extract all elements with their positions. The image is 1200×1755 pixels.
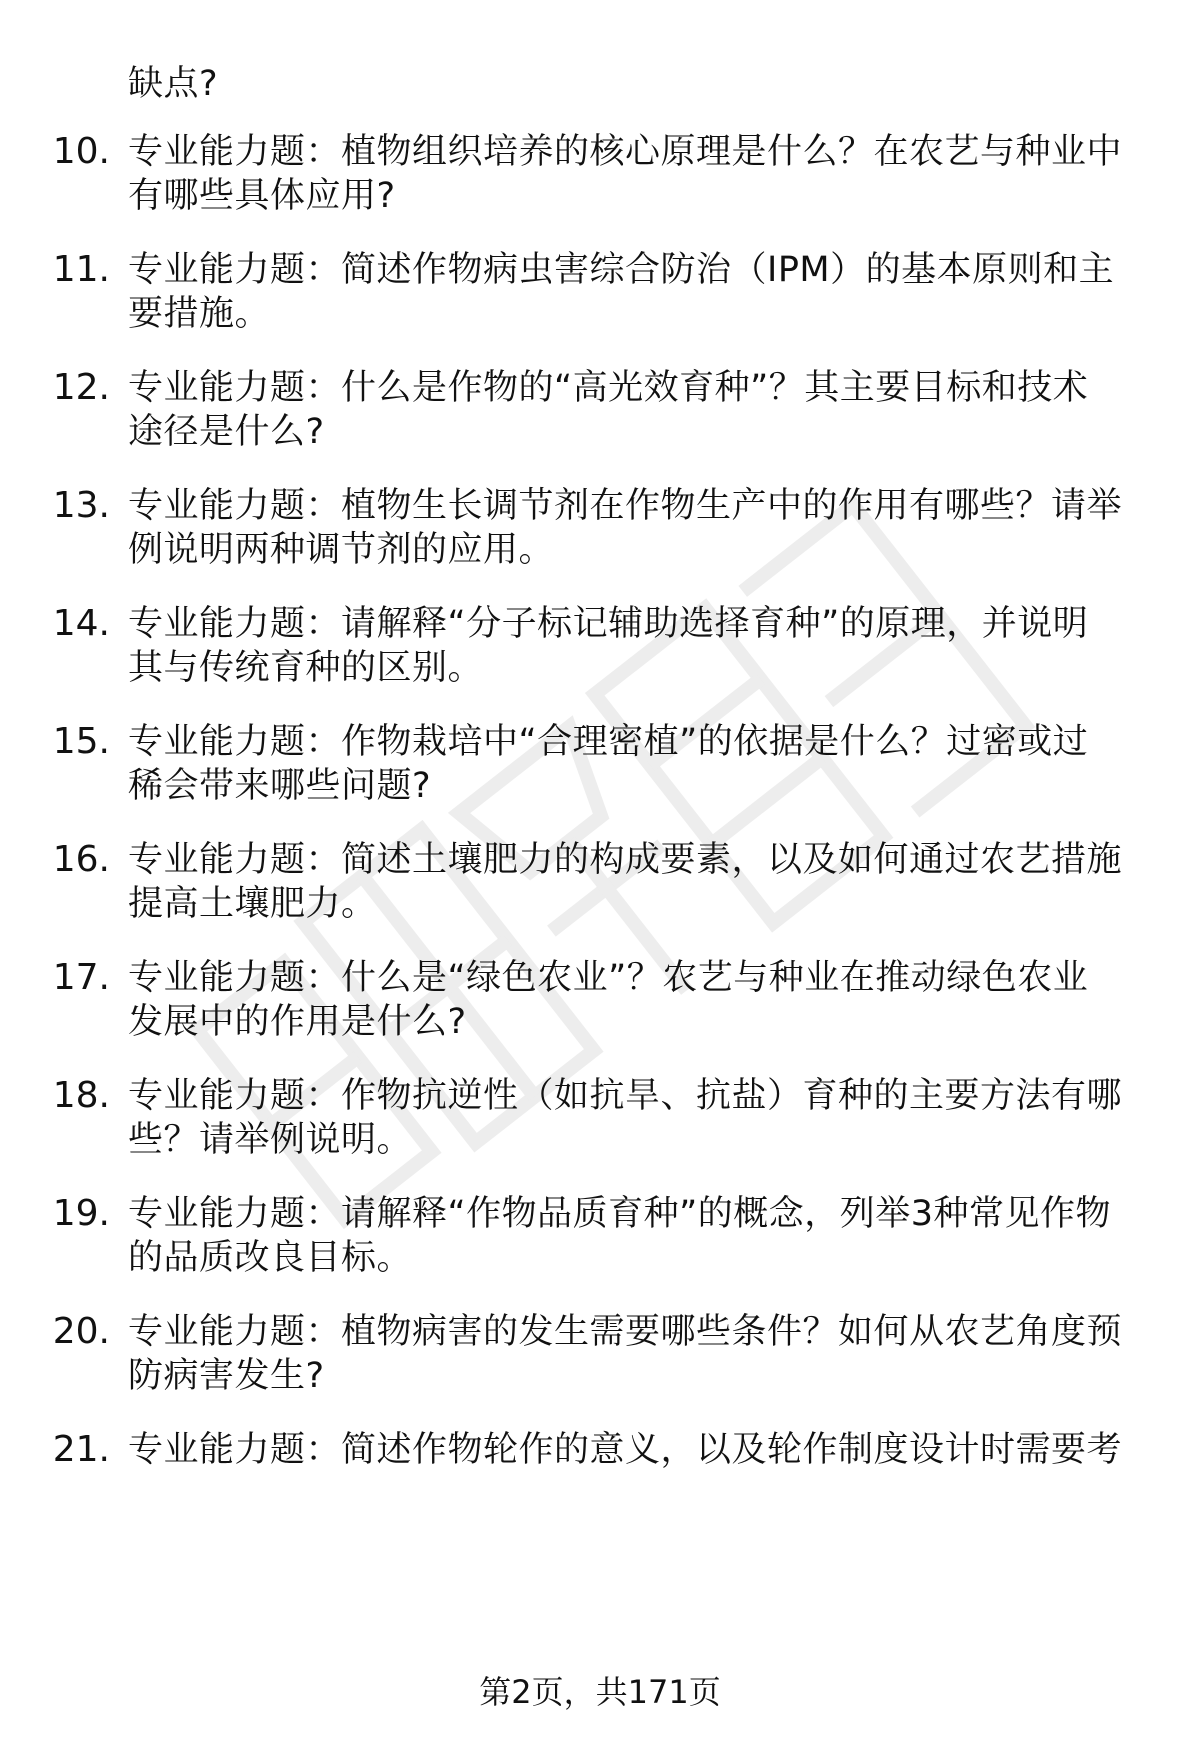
item-text-line1: 专业能力题：请解释“分子标记辅助选择育种”的原理，并说明 xyxy=(128,604,1089,644)
item-text-line1: 专业能力题：简述作物病虫害综合防治（IPM）的基本原则和主 xyxy=(128,250,1115,290)
item-text-line1: 专业能力题：植物病害的发生需要哪些条件？如何从农艺角度预 xyxy=(128,1312,1123,1352)
item-text-line1: 专业能力题：请解释“作物品质育种”的概念，列举3种常见作物 xyxy=(128,1194,1112,1234)
item-text-line2: 有哪些具体应用? xyxy=(128,176,396,216)
item-number: 20. xyxy=(52,1311,110,1352)
item-number: 16. xyxy=(52,839,110,880)
item-text-line1: 专业能力题：作物栽培中“合理密植”的依据是什么？过密或过 xyxy=(128,722,1089,762)
continuation-text: 缺点? xyxy=(128,64,219,104)
item-number: 14. xyxy=(52,603,110,644)
item-text-line2: 发展中的作用是什么? xyxy=(128,1002,467,1042)
item-number: 10. xyxy=(52,131,110,172)
item-number: 17. xyxy=(52,957,110,998)
item-text-line2: 提高土壤肥力。 xyxy=(128,884,377,924)
item-number: 13. xyxy=(52,485,110,526)
item-number: 21. xyxy=(52,1429,110,1470)
item-text-line2: 的品质改良目标。 xyxy=(128,1238,413,1278)
item-number: 15. xyxy=(52,721,110,762)
item-text-line1: 专业能力题：什么是作物的“高光效育种”？其主要目标和技术 xyxy=(128,368,1089,408)
item-text-line1: 专业能力题：植物生长调节剂在作物生产中的作用有哪些？请举 xyxy=(128,486,1123,526)
item-number: 11. xyxy=(52,249,110,290)
item-text-line1: 专业能力题：简述土壤肥力的构成要素，以及如何通过农艺措施 xyxy=(128,840,1123,880)
item-text-line2: 途径是什么? xyxy=(128,412,325,452)
page-footer: 第2页，共171页 xyxy=(479,1673,721,1711)
item-text-line2: 其与传统育种的区别。 xyxy=(128,648,484,688)
item-text-line1: 专业能力题：作物抗逆性（如抗旱、抗盐）育种的主要方法有哪 xyxy=(128,1076,1123,1116)
item-text-line2: 防病害发生? xyxy=(128,1356,325,1396)
item-text-line2: 要措施。 xyxy=(128,294,271,334)
item-text-line1: 专业能力题：什么是“绿色农业”？农艺与种业在推动绿色农业 xyxy=(128,958,1089,998)
item-number: 18. xyxy=(52,1075,110,1116)
item-text-line1: 专业能力题：简述作物轮作的意义，以及轮作制度设计时需要考 xyxy=(128,1430,1123,1470)
item-number: 19. xyxy=(52,1193,110,1234)
item-text-line2: 例说明两种调节剂的应用。 xyxy=(128,530,555,570)
item-text-line1: 专业能力题：植物组织培养的核心原理是什么？在农艺与种业中 xyxy=(128,132,1123,172)
item-text-line2: 稀会带来哪些问题? xyxy=(128,766,432,806)
item-text-line2: 些？请举例说明。 xyxy=(128,1120,413,1160)
item-number: 12. xyxy=(52,367,110,408)
